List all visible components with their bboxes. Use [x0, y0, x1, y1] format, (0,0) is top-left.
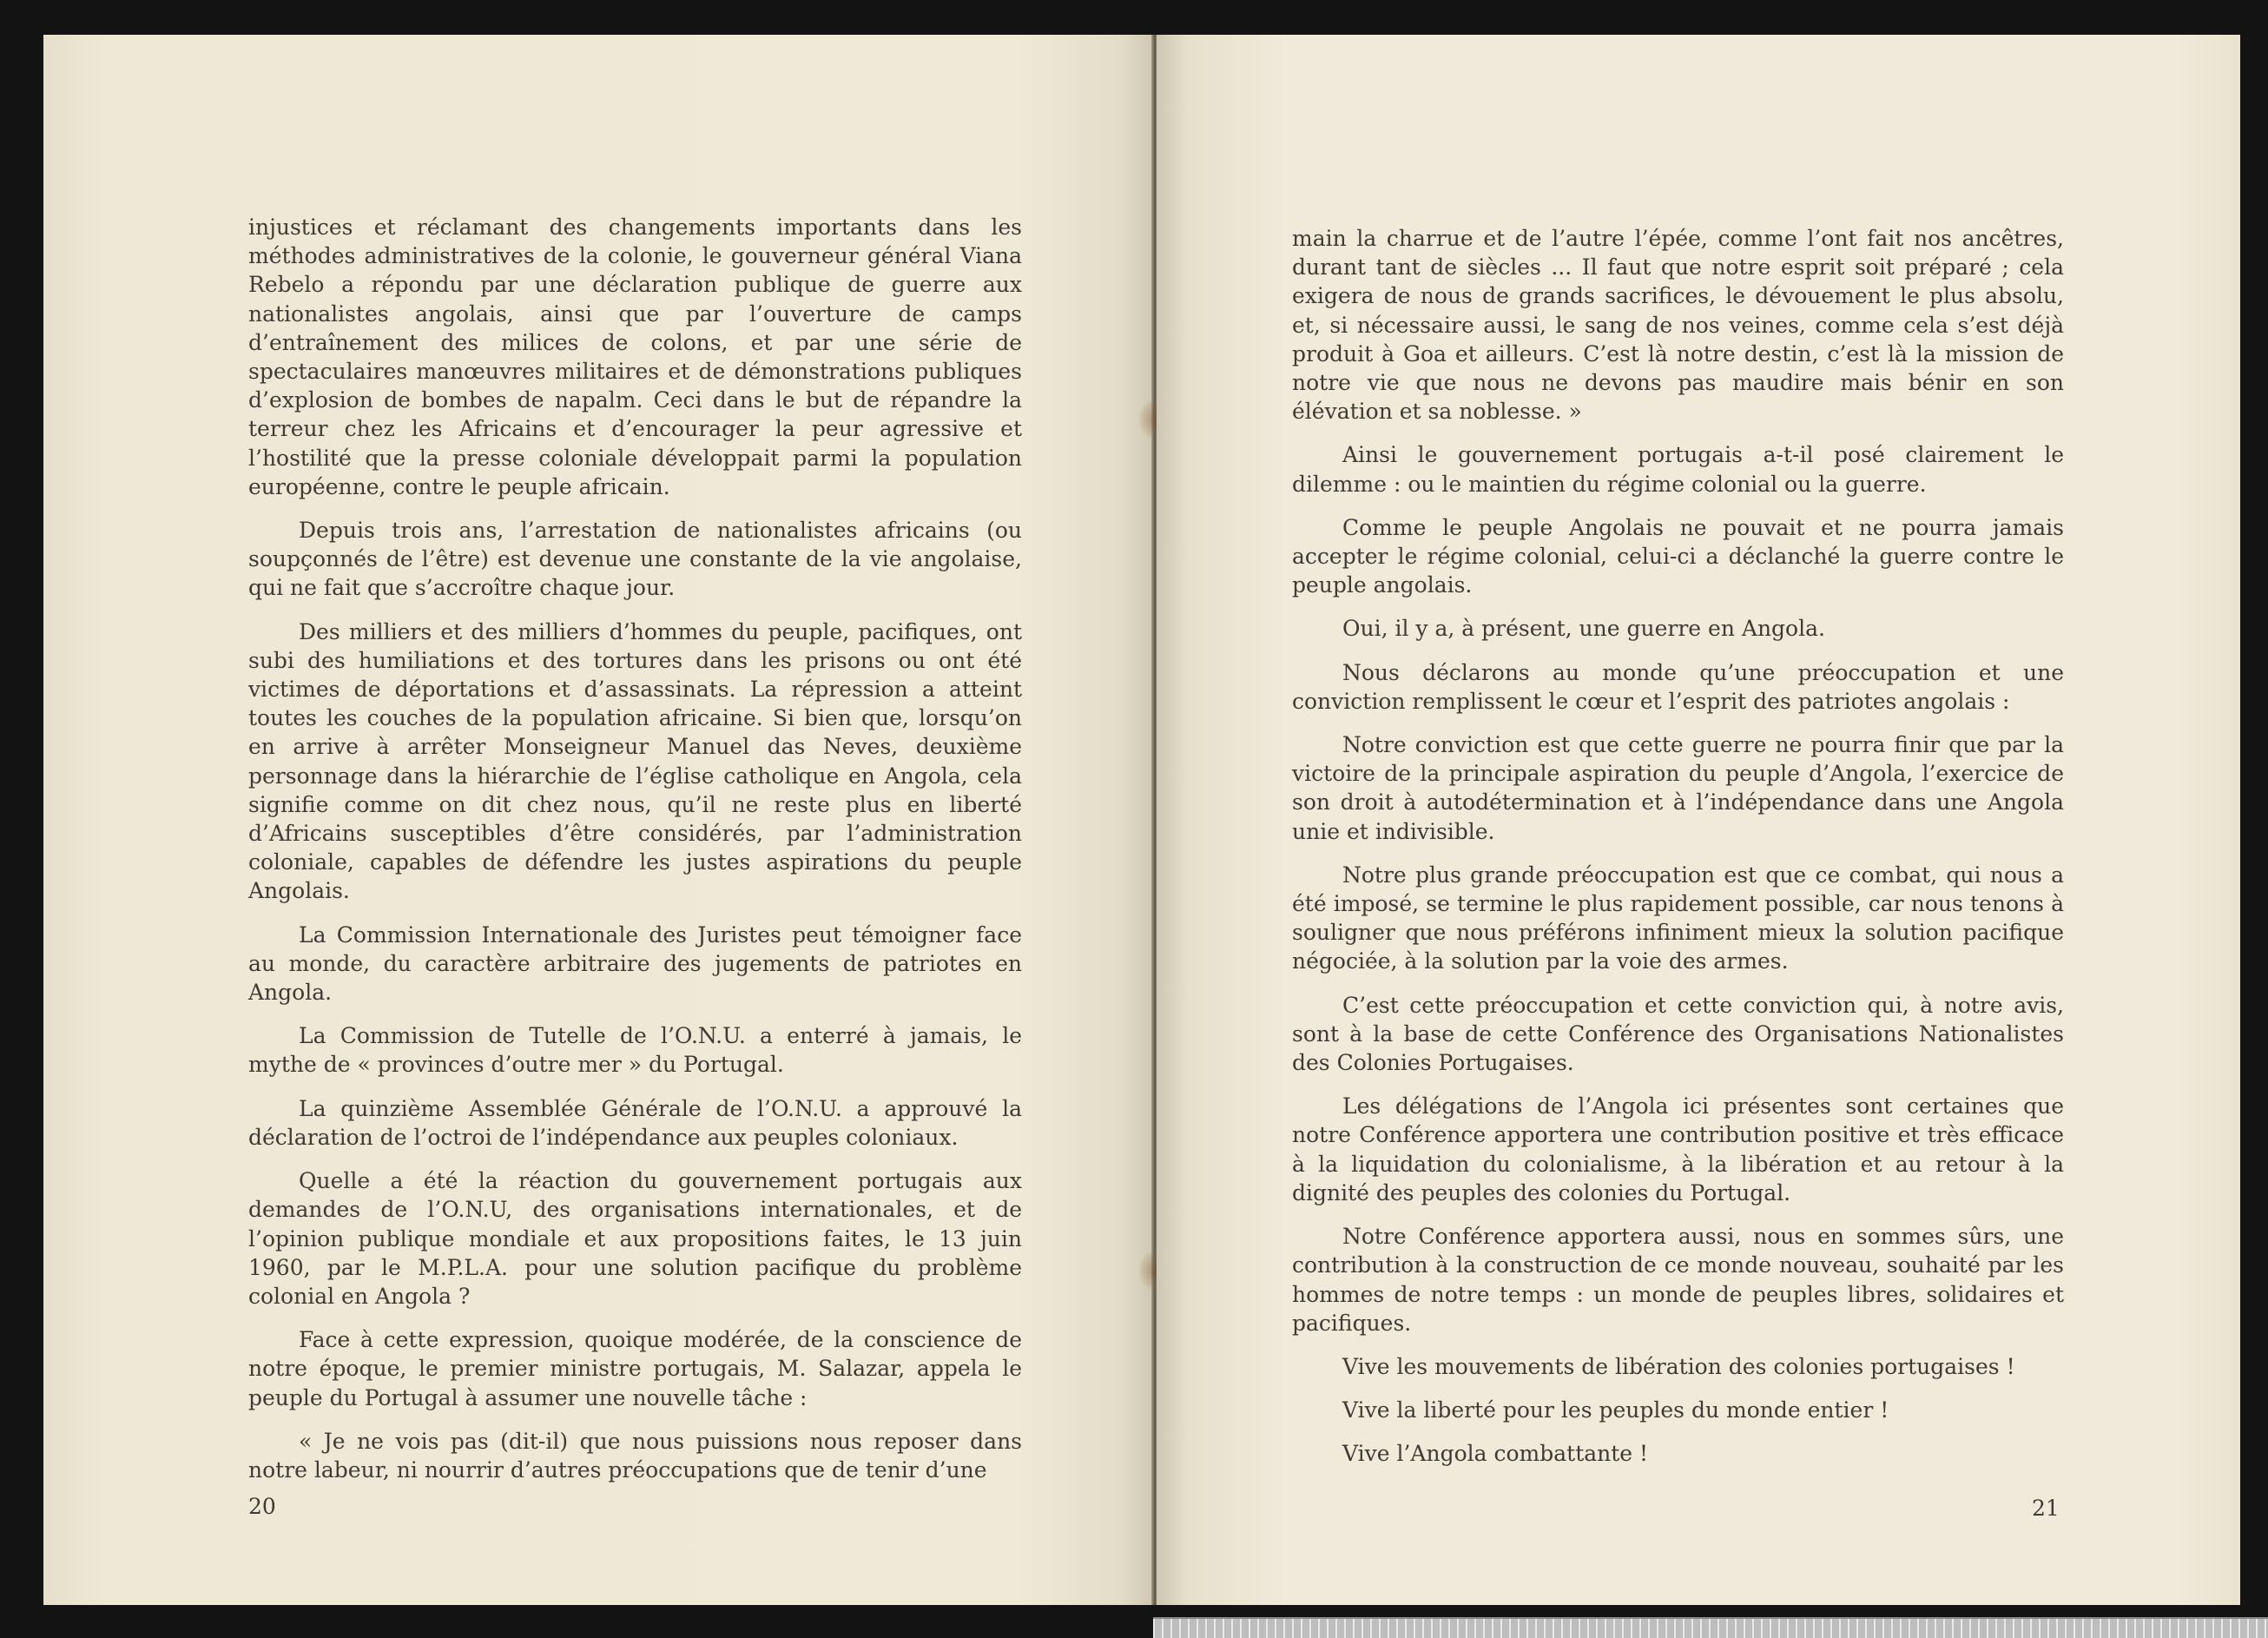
paragraph: La Commission Internationale des Juristes peut témoigner face au monde, du caractère arbitraire des jugements de patriotes en Angola.	[248, 921, 1022, 1006]
paragraph: Comme le peuple Angolais ne pouvait et ne pourra jamais accepter le régime colonial, celui-ci a déclanché la guerre contre le peuple angolais.	[1292, 514, 2064, 598]
paragraph: Oui, il y a, à présent, une guerre en Angola.	[1342, 616, 1825, 642]
paragraph: injustices et réclamant des changements importants dans les méthodes administratives de la colonie, le gouverneur général Viana Rebelo a répondu par une déclaration publique de guerre aux nationalistes angolais, ainsi que par l’ouverture de camps d’entraînement des milices de colons, et par une série de spectaculaires manœuvres militaires et de démonstrations publiques d’explosion de bombes de napalm. Ceci dans le but de répandre la terreur chez les Africains et d’encourager la peur agressive et l’hostilité que la presse coloniale développait parmi la population européenne, contre le peuple africain.	[248, 215, 1022, 499]
paragraph: La Commission de Tutelle de l’O.N.U. a enterré à jamais, le mythe de « provinces d’outre mer » du Portugal.	[248, 1023, 1022, 1078]
paragraph: main la charrue et de l’autre l’épée, comme l’ont fait nos ancêtres, durant tant de siècles ... Il faut que notre esprit soit préparé ; cela exigera de nous de grands sacrifices, le dévouement le plus absolu, et, si nécessaire aussi, le sang de nos veines, comme cela s’est déjà produit à Goa et ailleurs. C’est là notre destin, c’est là la mission de notre vie que nous ne devons pas maudire mais bénir en son élévation et sa noblesse. »	[1292, 226, 2064, 425]
paragraph: Quelle a été la réaction du gouvernement portugais aux demandes de l’O.N.U, des organisations internationales, et de l’opinion publique mondiale et aux propositions faites, le 13 juin 1960, par le M.P.L.A. pour une solution pacifique du problème colonial en Angola ?	[248, 1168, 1022, 1309]
paragraph: Vive l’Angola combattante !	[1342, 1441, 1649, 1467]
page-number: 21	[2032, 1496, 2060, 1521]
scan-ruler	[1153, 1617, 2268, 1638]
right-page-body	[1292, 224, 2064, 1483]
paragraph: Depuis trois ans, l’arrestation de nationalistes africains (ou soupçonnés de l’être) est devenue une constante de la vie angolaise, qui ne fait que s’accroître chaque jour.	[248, 518, 1022, 601]
paragraph: Notre plus grande préoccupation est que ce combat, qui nous a été imposé, se termine le plus rapidement possible, car nous tenons à souligner que nous préférons infiniment mieux la solution pacifique négociée, à la solution par la voie des armes.	[1292, 862, 2064, 974]
paragraph: Nous déclarons au monde qu’une préoccupation et une conviction remplissent le cœur et l’esprit des patriotes angolais :	[1292, 659, 2064, 714]
paragraph: Notre conviction est que cette guerre ne pourra finir que par la victoire de la principale aspiration du peuple d’Angola, l’exercice de son droit à autodétermination et à l’indépendance dans une Angola unie et indivisible.	[1292, 732, 2064, 844]
left-page	[43, 35, 1153, 1605]
left-page-body	[248, 213, 1022, 1499]
paragraph: Les délégations de l’Angola ici présentes sont certaines que notre Conférence apportera une contribution positive et très efficace à la liquidation du colonialisme, à la libération et au retour à la dignité des peuples des colonies du Portugal.	[1292, 1093, 2064, 1205]
paragraph: Vive la liberté pour les peuples du monde entier !	[1342, 1397, 1889, 1423]
page-number: 20	[248, 1494, 276, 1519]
paragraph: « Je ne vois pas (dit-il) que nous puissions nous reposer dans notre labeur, ni nourrir d’autres préoccupations que de tenir d’une	[248, 1428, 1022, 1483]
paragraph: Vive les mouvements de libération des colonies portugaises !	[1342, 1353, 2015, 1379]
paragraph: C’est cette préoccupation et cette conviction qui, à notre avis, sont à la base de cette Conférence des Organisations Nationalistes des Colonies Portugaises.	[1292, 992, 2064, 1076]
paragraph: Ainsi le gouvernement portugais a-t-il posé clairement le dilemme : ou le maintien du régime colonial ou la guerre.	[1292, 442, 2064, 497]
paragraph: Des milliers et des milliers d’hommes du peuple, pacifiques, ont subi des humiliations et des tortures dans les prisons ou ont été victimes de déportations et d’assassinats. La répression a atteint toutes les couches de la population africaine. Si bien que, lorsqu’on en arrive à arrêter Monseigneur Manuel das Neves, deuxième personnage dans la hiérarchie de l’église catholique en Angola, cela signifie comme on dit chez nous, qu’il ne reste plus en liberté d’Africains susceptibles d’être considérés, par l’administration coloniale, capables de défendre les justes aspirations du peuple Angolais.	[248, 618, 1022, 904]
paragraph: Face à cette expression, quoique modérée, de la conscience de notre époque, le premier ministre portugais, M. Salazar, appela le peuple du Portugal à assumer une nouvelle tâche :	[248, 1327, 1022, 1410]
paragraph: La quinzième Assemblée Générale de l’O.N.U. a approuvé la déclaration de l’octroi de l’indépendance aux peuples coloniaux.	[248, 1095, 1022, 1150]
right-page	[1157, 35, 2240, 1605]
paragraph: Notre Conférence apportera aussi, nous en sommes sûrs, une contribution à la construction de ce monde nouveau, souhaité par les hommes de notre temps : un monde de peuples libres, solidaires et pacifiques.	[1292, 1224, 2064, 1336]
